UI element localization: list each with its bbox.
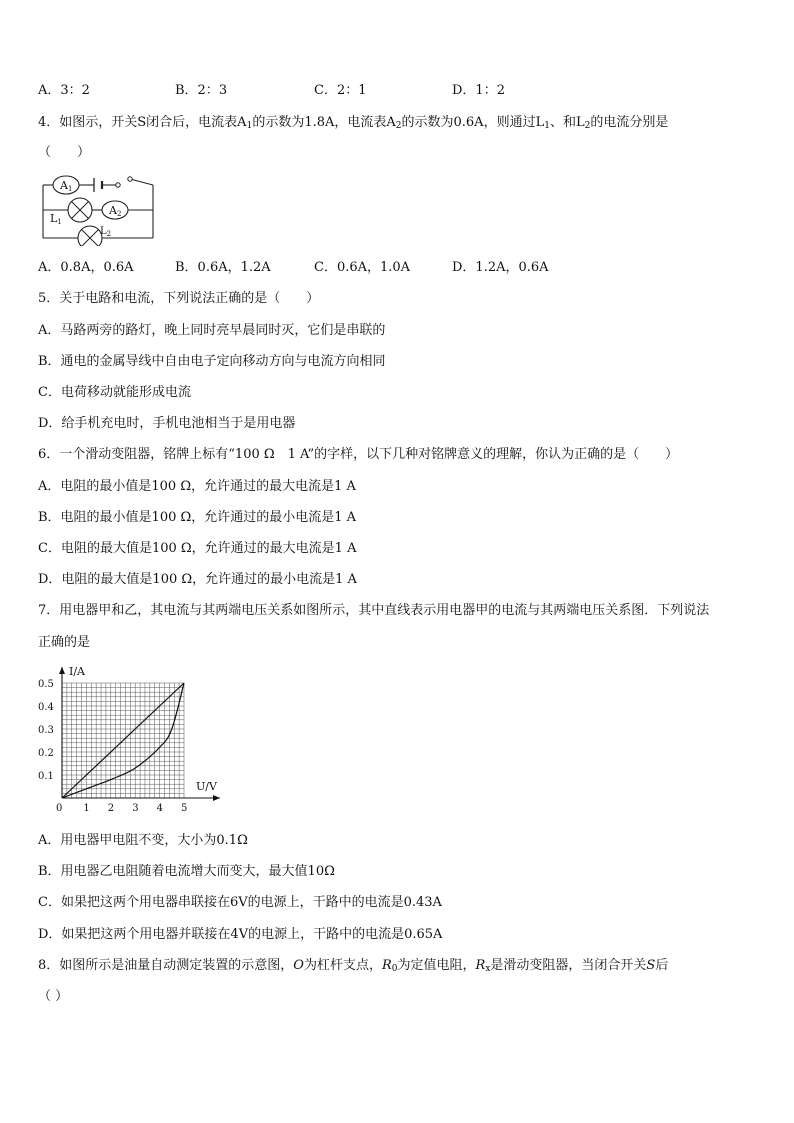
- y-tick-label: 0.4: [38, 702, 54, 713]
- ammeter-a1-icon: [53, 176, 79, 194]
- q4-options: [38, 259, 758, 277]
- label-l1: L1: [50, 212, 62, 226]
- q4-option-b: B．0.6A，1.2A: [175, 260, 271, 275]
- q4-circuit-diagram: [38, 170, 158, 246]
- x-axis-arrow: [213, 795, 220, 801]
- switch-icon: [116, 177, 132, 187]
- y-tick-label: 0.2: [38, 748, 54, 759]
- q6-option-b: B．电阻的最小值是100 Ω，允许通过的最小电流是1 A: [38, 510, 357, 525]
- q3-option-b: B．2：3: [175, 83, 228, 98]
- x-tick-label: 5: [181, 803, 188, 814]
- q6-option-d: D．电阻的最大值是100 Ω，允许通过的最小电流是1 A: [38, 572, 357, 587]
- x-tick-label: 4: [156, 803, 163, 814]
- q8-stem: 8．如图所示是油量自动测定装置的示意图，O为杠杆支点，$R_0$为定值电阻，$R_x$是滑动变阻器，当闭合开关S后: [38, 958, 669, 974]
- q5-option-d: D．给手机充电时，手机电池相当于是用电器: [38, 416, 296, 431]
- x-tick-label: 3: [132, 803, 139, 814]
- q6-option-c: C．电阻的最大值是100 Ω，允许通过的最大电流是1 A: [38, 541, 357, 556]
- q5-stem: 5．关于电路和电流，下列说法正确的是（ ）: [38, 291, 320, 306]
- q4-option-d: D．1.2A，0.6A: [452, 260, 549, 275]
- q3-option-a: A．3：2: [38, 83, 90, 98]
- x-tick-label: 2: [107, 803, 115, 814]
- y-tick-label: 0.5: [38, 679, 54, 690]
- q4-answer-paren: （ ）: [38, 145, 91, 160]
- y-tick-label: 0.1: [38, 771, 54, 782]
- svg-text:A1: A1: [60, 179, 73, 193]
- lamp-l1-icon: [68, 198, 92, 222]
- q7-option-b: B．用电器乙电阻随着电流增大而变大，最大值10Ω: [38, 864, 335, 879]
- x-axis-label: U/V: [196, 780, 217, 793]
- q4-option-c: C．0.6A，1.0A: [314, 260, 411, 275]
- iv-chart: [30, 662, 240, 822]
- q7-stem-line1: 7．用电器甲和乙，其电流与其两端电压关系如图所示，其中直线表示用电器甲的电流与其两端电压关系图．下列说法: [38, 603, 710, 618]
- ammeter-a2-icon: [102, 201, 128, 219]
- q3-option-c: C．2：1: [314, 83, 367, 98]
- q5-option-c: C．电荷移动就能形成电流: [38, 385, 191, 400]
- battery-icon: [94, 178, 102, 192]
- q6-stem: 6．一个滑动变阻器，铭牌上标有“100 Ω 1 A”的字样，以下几种对铭牌意义的理解，你认为正确的是（ ）: [38, 447, 679, 462]
- q5-option-a: A．马路两旁的路灯，晚上同时亮早晨同时灭，它们是串联的: [38, 323, 386, 338]
- svg-text:A2: A2: [109, 204, 122, 218]
- q3-option-d: D．1：2: [452, 83, 505, 98]
- y-axis-arrow: [59, 667, 65, 674]
- q4-stem: 4．如图示，开关S闭合后，电流表$A_1$的示数为1.8A，电流表$A_2$的示数为0.6A，则通过$L_1$、和$L_2$的电流分别是: [38, 115, 669, 131]
- lamp-l2-icon: [78, 226, 102, 246]
- x-tick-label: 0: [56, 803, 63, 814]
- q7-stem-line2: 正确的是: [38, 635, 91, 650]
- q5-option-b: B．通电的金属导线中自由电子定向移动方向与电流方向相同: [38, 354, 386, 369]
- y-tick-label: 0.3: [38, 725, 54, 736]
- x-tick-label: 1: [83, 803, 90, 814]
- q8-answer-paren: （ ）: [38, 989, 69, 1004]
- q7-option-d: D．如果把这两个用电器并联接在4V的电源上，干路中的电流是0.65A: [38, 927, 443, 942]
- q3-options: [38, 82, 758, 100]
- q7-option-c: C．如果把这两个用电器串联接在6V的电源上，干路中的电流是0.43A: [38, 895, 442, 910]
- q4-option-a: A．0.8A，0.6A: [38, 260, 134, 275]
- label-l2: $L_2$: [100, 226, 112, 238]
- q7-option-a: A．用电器甲电阻不变，大小为0.1Ω: [38, 833, 248, 848]
- y-axis-label: I/A: [69, 665, 85, 678]
- q6-option-a: A．电阻的最小值是100 Ω，允许通过的最大电流是1 A: [38, 479, 356, 494]
